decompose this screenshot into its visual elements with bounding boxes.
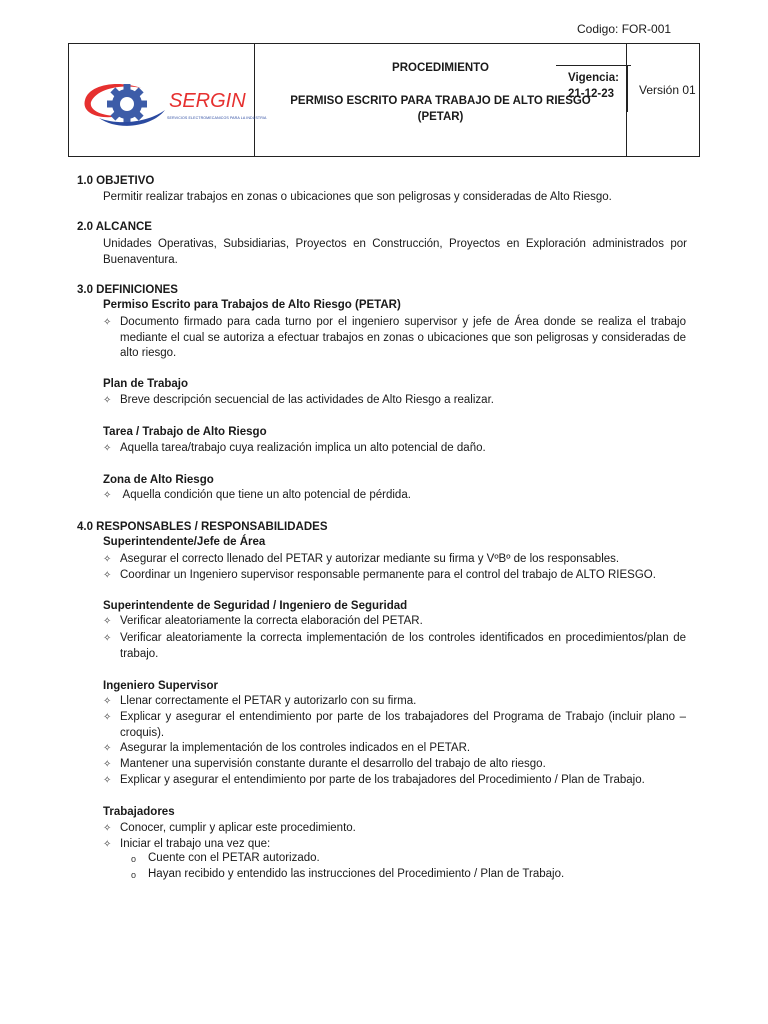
alcance-line1: Unidades Operativas, Subsidiarias, Proyectos en Construcción, Proyectos en Exploración administrados por bbox=[103, 238, 687, 250]
vigencia-date: 21-12-23 bbox=[568, 88, 615, 100]
vigencia bbox=[568, 70, 619, 102]
company-logo bbox=[79, 74, 267, 134]
resp-sup-item-2: Coordinar un Ingeniero supervisor responsable permanente para el control del trabajo de ALTO RIESGO. bbox=[120, 569, 656, 581]
resp-ing-title: Ingeniero Supervisor bbox=[103, 680, 219, 692]
bullet-icon: ✧ bbox=[103, 616, 112, 627]
bullet-icon: ✧ bbox=[103, 696, 112, 707]
resp-sup-title: Superintendente/Jefe de Área bbox=[103, 536, 266, 548]
version-divider bbox=[627, 65, 628, 112]
objetivo-text: Permitir realizar trabajos en zonas o ubicaciones que son peligrosas y consideradas de Alto Riesgo. bbox=[103, 191, 612, 203]
bullet-icon: ✧ bbox=[103, 395, 112, 406]
section-objetivo-title: 1.0 OBJETIVO bbox=[77, 175, 155, 187]
bullet-icon: ✧ bbox=[103, 712, 112, 723]
resp-ing-item-3: Asegurar la implementación de los controles indicados en el PETAR. bbox=[120, 742, 471, 754]
doc-type: PROCEDIMIENTO bbox=[392, 62, 489, 74]
def-tarea-text: Aquella tarea/trabajo cuya realización implica un alto potencial de daño. bbox=[120, 442, 486, 454]
section-responsables-title: 4.0 RESPONSABLES / RESPONSABILIDADES bbox=[77, 521, 328, 533]
sub-bullet-icon: o bbox=[131, 854, 137, 864]
logo-cell bbox=[69, 44, 267, 156]
resp-trab-sub-1: Cuente con el PETAR autorizado. bbox=[148, 852, 320, 864]
sub-bullet-icon: o bbox=[131, 870, 137, 880]
bullet-icon: ✧ bbox=[103, 759, 112, 770]
def-plan-title: Plan de Trabajo bbox=[103, 378, 188, 390]
resp-trab-item-1: Conocer, cumplir y aplicar este procedimiento. bbox=[120, 822, 356, 834]
resp-seg-title: Superintendente de Seguridad / Ingeniero de Seguridad bbox=[103, 600, 408, 612]
bullet-icon: ✧ bbox=[103, 443, 112, 454]
def-plan-text: Breve descripción secuencial de las actividades de Alto Riesgo a realizar. bbox=[120, 394, 494, 406]
doc-code: Codigo: FOR-001 bbox=[577, 22, 672, 36]
header-divider bbox=[556, 65, 631, 66]
resp-trab-item-2: Iniciar el trabajo una vez que: bbox=[120, 838, 271, 850]
bullet-icon: ✧ bbox=[103, 490, 112, 501]
gear-logo-icon bbox=[79, 74, 169, 134]
logo-tagline: SERVICIOS ELECTROMECANICOS PARA LA INDUSTRIA bbox=[167, 116, 267, 120]
resp-ing-item-5: Explicar y asegurar el entendimiento por parte de los trabajadores del Procedimiento / Plan de Trabajo. bbox=[120, 774, 645, 786]
resp-ing-item-4: Mantener una supervisión constante durante el desarrollo del trabajo de alto riesgo. bbox=[120, 758, 546, 770]
doc-version: Versión 01 bbox=[639, 83, 696, 97]
def-zona-title: Zona de Alto Riesgo bbox=[103, 474, 214, 486]
doc-title-line1: PERMISO ESCRITO PARA TRABAJO DE ALTO RIESGO bbox=[290, 95, 591, 107]
bullet-icon: ✧ bbox=[103, 775, 112, 786]
resp-ing-item-1: Llenar correctamente el PETAR y autorizarlo con su firma. bbox=[120, 695, 417, 707]
resp-ing-item-2: Explicar y asegurar el entendimiento por parte de los trabajadores del Programa de Trabajo (incluir plano – croquis). bbox=[120, 711, 686, 739]
bullet-icon: ✧ bbox=[103, 317, 112, 328]
resp-seg-item-1: Verificar aleatoriamente la correcta elaboración del PETAR. bbox=[120, 615, 423, 627]
logo-brand-text: SERGIN bbox=[169, 90, 246, 112]
bullet-icon: ✧ bbox=[103, 554, 112, 565]
resp-trab-title: Trabajadores bbox=[103, 806, 175, 818]
section-alcance-title: 2.0 ALCANCE bbox=[77, 221, 152, 233]
resp-sup-item-1: Asegurar el correcto llenado del PETAR y autorizar mediante su firma y VºBº de los responsables. bbox=[120, 553, 620, 565]
def-petar-text: Documento firmado para cada turno por el ingeniero supervisor y jefe de Área donde se realiza el trabajo mediante el cual se autoriza a efectuar trabajos en zonas o ubicaciones que son peligrosas y consideradas de alto riesgo. bbox=[120, 316, 686, 359]
bullet-icon: ✧ bbox=[103, 633, 112, 644]
doc-title-line2: (PETAR) bbox=[417, 111, 464, 123]
bullet-icon: ✧ bbox=[103, 823, 112, 834]
resp-trab-sub-2: Hayan recibido y entendido las instrucciones del Procedimiento / Plan de Trabajo. bbox=[148, 868, 565, 880]
resp-seg-item-2: Verificar aleatoriamente la correcta implementación de los controles identificados en procedimientos/plan de trabajo. bbox=[120, 632, 686, 660]
vigencia-label: Vigencia: bbox=[568, 72, 619, 84]
alcance-line2: Buenaventura. bbox=[103, 254, 178, 266]
bullet-icon: ✧ bbox=[103, 839, 112, 850]
def-petar-title: Permiso Escrito para Trabajos de Alto Riesgo (PETAR) bbox=[103, 299, 401, 311]
section-definiciones-title: 3.0 DEFINICIONES bbox=[77, 284, 178, 296]
bullet-icon: ✧ bbox=[103, 570, 112, 581]
def-zona-text: Aquella condición que tiene un alto potencial de pérdida. bbox=[120, 489, 411, 501]
bullet-icon: ✧ bbox=[103, 743, 112, 754]
def-tarea-title: Tarea / Trabajo de Alto Riesgo bbox=[103, 426, 267, 438]
